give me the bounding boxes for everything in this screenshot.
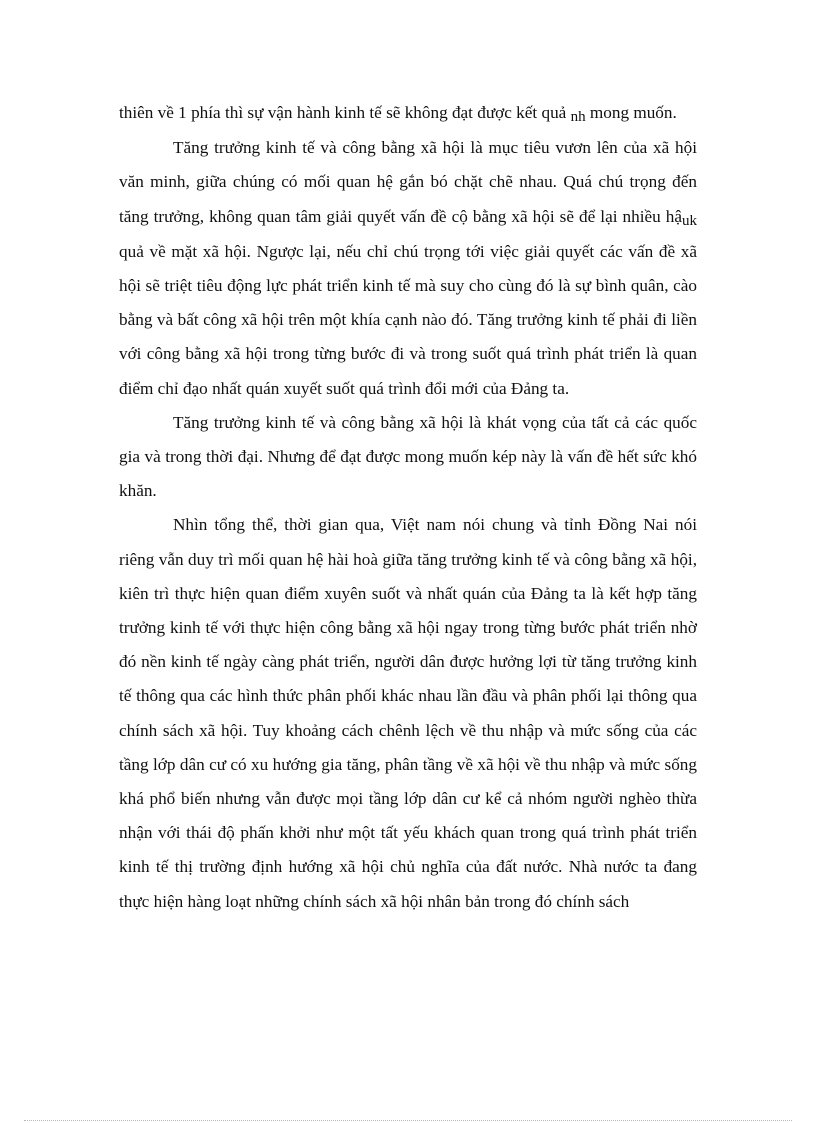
- text-span: Tăng trưởng kinh tế và công bằng xã hội là khát vọng của tất cả các quốc gia và trong thời đại. Nhưng để đạt được mong muốn kép này là vấn đề hết sức khó khăn.: [119, 412, 697, 501]
- body-text: [119, 96, 697, 919]
- paragraph-2: [119, 131, 697, 406]
- paragraph-1: [119, 96, 697, 131]
- text-span: thiên về 1 phía thì sự vận hành kinh tế sẽ không đạt được kết quả: [119, 103, 571, 122]
- page-bottom-divider: [24, 1120, 792, 1121]
- text-span: Nhìn tổng thể, thời gian qua, Việt nam nói chung và tỉnh Đồng Nai nói riêng vẫn duy trì mối quan hệ hài hoà giữa tăng trưởng kinh tế và công bằng xã hội, kiên trì thực hiện quan điểm xuyên suốt và nhất quán của Đảng ta là kết hợp tăng trưởng kinh tế với thực hiện công bằng xã hội ngay trong từng bước phát triển nhờ đó nền kinh tế ngày càng phát triển, người dân được hưởng lợi từ tăng trưởng kinh tế thông qua các hình thức phân phối khác nhau lần đầu và phân phối lại thông qua chính sách xã hội. Tuy khoảng cách chênh lệch về thu nhập và mức sống của các tầng lớp dân cư có xu hướng gia tăng, phân tầng về xã hội về thu nhập và mức sống khá phổ biến nhưng vẫn được mọi tầng lớp dân cư kể cả nhóm người nghèo thừa nhận với thái độ phấn khởi như một tất yếu khách quan trong quá trình phát triển kinh tế thị trường định hướng xã hội chủ nghĩa của đất nước. Nhà nước ta đang thực hiện hàng loạt những chính sách xã hội nhân bản trong đó chính sách: [119, 515, 697, 911]
- text-span: Tăng trưởng kinh tế và công bằng xã hội là mục tiêu vươn lên của xã hội văn minh, giữa chúng có mối quan hệ gắn bó chặt chẽ nhau. Quá chú trọng đến tăng trưởng, không quan tâm giải quyết vấn đề cộ bằng xã hội sẽ để lại nhiều hậ: [119, 138, 697, 226]
- subscript-artifact: uk: [682, 212, 697, 229]
- paragraph-4: [119, 508, 697, 918]
- text-span: quả về mặt xã hội. Ngược lại, nếu chỉ chú trọng tới việc giải quyết các vấn đề xã hội sẽ triệt tiêu động lực phát triển kinh tế mà suy cho cùng đó là sự bình quân, cào bằng và bất công xã hội trên một khía cạnh nào đó. Tăng trưởng kinh tế phải đi liền với công bằng xã hội trong từng bước đi và trong suốt quá trình phát triển là quan điểm chỉ đạo nhất quán xuyết suốt quá trình đổi mới của Đảng ta.: [119, 241, 697, 398]
- text-span: mong muốn.: [585, 103, 677, 122]
- subscript-artifact: nh: [570, 109, 586, 125]
- paragraph-3: [119, 406, 697, 509]
